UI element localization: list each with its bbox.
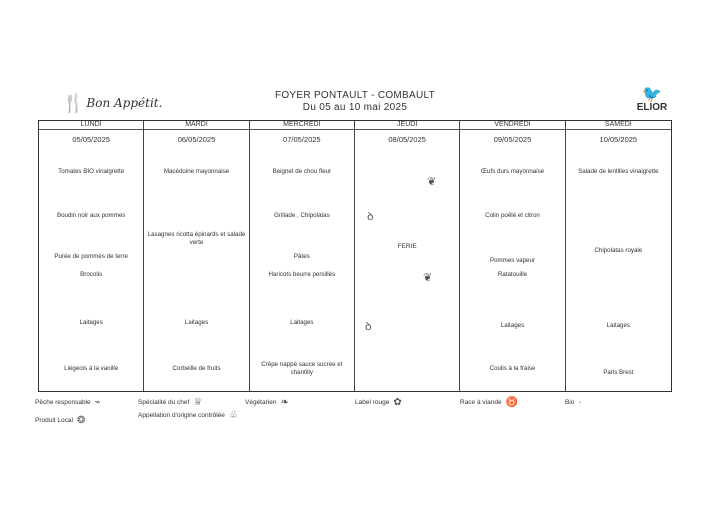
menu-item: Haricots beurre persillés [268, 271, 336, 278]
legend-item [138, 410, 238, 421]
menu-item: Pommes vapeur [489, 257, 536, 264]
menu-item: Coulis à la fraise [489, 365, 536, 372]
holiday-label: FERIE [397, 243, 417, 250]
day-name: LUNDI [39, 121, 143, 130]
label-rouge-icon: ✿ [393, 397, 402, 408]
day-date: 07/05/2025 [283, 135, 321, 144]
legend-label: Pêche responsable [35, 399, 91, 406]
aoc-icon: ♧ [228, 410, 238, 421]
menu-item: Laitages [606, 322, 631, 329]
doodle-icon: ꝺ [367, 211, 374, 223]
cow-icon: ♉ [505, 397, 519, 408]
legend-item [565, 397, 582, 408]
menu-item: Boudin noir aux pommes [56, 212, 126, 219]
legend-label: Label rouge [355, 399, 390, 406]
menu-item: Crêpe nappé sauce sucrée et chantilly [261, 361, 343, 376]
legend-item [138, 397, 202, 408]
menu-item: Chipolatas royale [594, 247, 643, 254]
day-column-wednesday [250, 121, 355, 391]
bon-appetit-text: Bon Appétit. [86, 96, 163, 110]
legend-item [35, 397, 101, 408]
day-date: 06/05/2025 [177, 135, 216, 144]
menu-item: Brocolis [80, 271, 103, 278]
day-name: MERCREDI [250, 121, 354, 130]
leaf-icon: ❧ [280, 397, 289, 408]
legend-label: Appellation d'origine contrôlée [138, 412, 225, 419]
legend-label: Bio [565, 399, 575, 406]
menu-item: Purée de pommes de terre [54, 253, 128, 260]
legend-item [245, 397, 289, 408]
menu-item: Lasagnes ricotta épinards et salade verte [147, 231, 246, 246]
day-column-saturday [566, 121, 671, 391]
menu-item: Tomates BIO vinaigrette [58, 168, 125, 175]
day-name: VENDREDI [460, 121, 564, 130]
menu-item: Laitages [500, 322, 525, 329]
day-column-friday [460, 121, 565, 391]
menu-item: Laitages [184, 319, 209, 326]
local-pin-icon: ❂ [76, 415, 86, 426]
menu-item: Œufs durs mayonnaise [480, 168, 545, 175]
chef-hat-icon: ♕ [193, 397, 203, 408]
legend-label: Produit Local [35, 417, 73, 424]
menu-item: Macédoine mayonnaise [163, 168, 230, 175]
fork-knife-icon: 🍴 [62, 92, 85, 114]
legend-label: Spécialité du chef [138, 399, 190, 406]
day-date: 05/05/2025 [72, 135, 110, 144]
menu-grid [38, 120, 672, 392]
day-date: 09/05/2025 [493, 135, 532, 144]
day-column-tuesday [144, 121, 249, 391]
elior-logo [630, 84, 674, 120]
fish-icon: ⌁ [94, 397, 101, 408]
day-date: 08/05/2025 [388, 135, 426, 144]
menu-item: Ratatouille [497, 271, 528, 278]
legend-label: Race à viande [460, 399, 502, 406]
menu-item: Laitages [290, 319, 314, 326]
legend [35, 397, 685, 431]
day-column-monday [39, 121, 144, 391]
legend-item [35, 415, 85, 426]
menu-item: Pâtes [293, 253, 310, 260]
menu-item: Salade de lentilles vinaigrette [578, 168, 659, 175]
menu-item: Colin poêlé et citron [485, 212, 540, 219]
menu-item: Grillade , Chipolatas [273, 212, 330, 219]
bon-appetit-logo [62, 90, 172, 116]
day-name: SAMEDI [566, 121, 671, 130]
day-column-thursday [355, 121, 460, 391]
menu-item: Paris Brest [603, 369, 634, 376]
menu-item: Corbeille de fruits [172, 365, 221, 372]
bio-icon: · [578, 397, 582, 408]
butterfly-icon: ❦ [427, 176, 437, 188]
title-establishment: FOYER PONTAULT - COMBAULT [274, 90, 436, 101]
doodle-icon: ꝺ [365, 321, 372, 333]
menu-item: Beignet de chou fleur [272, 168, 332, 175]
elior-bird-icon: 🐦 [642, 86, 662, 103]
day-name: MARDI [144, 121, 248, 130]
legend-item [460, 397, 518, 408]
menu-title [250, 90, 460, 114]
day-name: JEUDI [355, 121, 459, 130]
day-date: 10/05/2025 [599, 135, 638, 144]
legend-label: Végétarien [245, 399, 277, 406]
butterfly-icon: ❦ [423, 272, 433, 284]
legend-item [355, 397, 402, 408]
menu-item: Laitages [79, 319, 103, 326]
title-date-range: Du 05 au 10 mai 2025 [302, 102, 408, 113]
menu-item: Liégeois à la vanille [64, 365, 119, 372]
elior-text: ELIOR [636, 102, 668, 113]
